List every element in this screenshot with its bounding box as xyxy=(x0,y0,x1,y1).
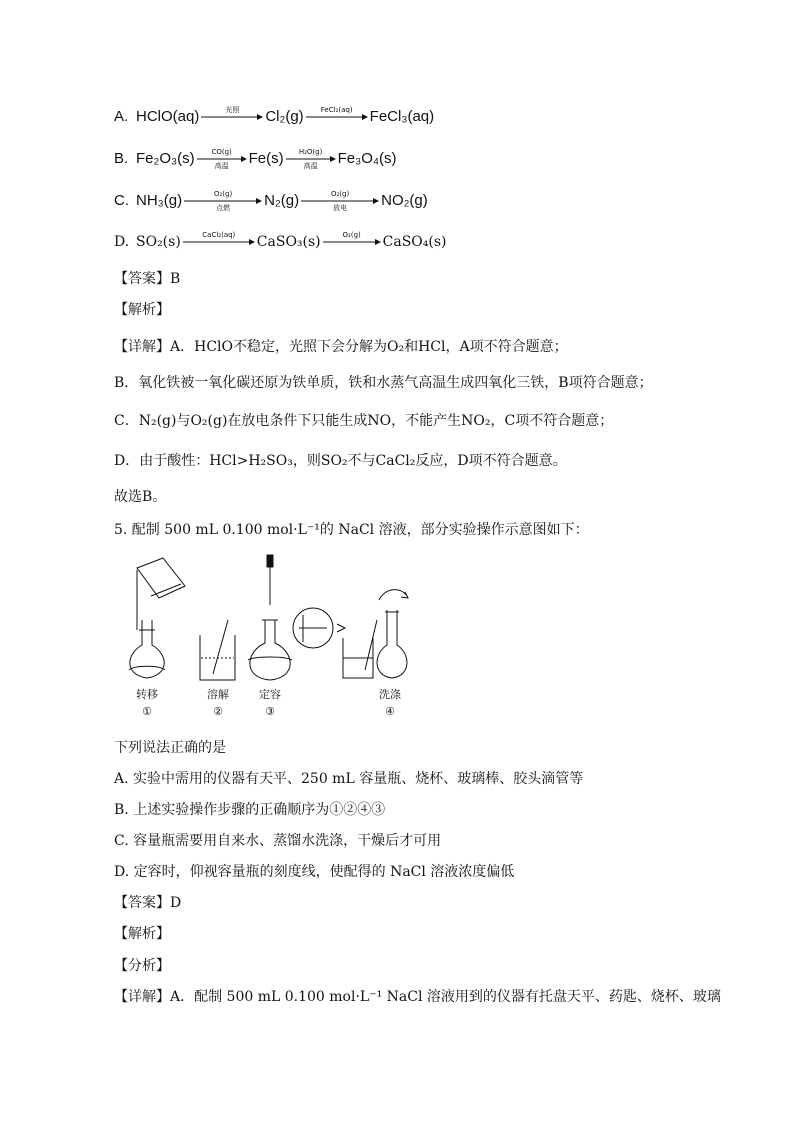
species: NH₃(g) xyxy=(136,192,183,209)
detail-line: 【详解】A．HClO不稳定，光照下会分解为O₂和HCl，A项不符合题意； xyxy=(114,339,568,355)
arrow-condition-bottom: 高温 xyxy=(303,162,318,170)
option-label: C. xyxy=(114,192,129,209)
species: Fe₂O₃(s) xyxy=(136,150,195,167)
analysis-heading-q4: 【解析】 xyxy=(114,302,170,318)
arrow-condition-top: FeCl₂(aq) xyxy=(320,106,353,114)
caption-number: ② xyxy=(213,705,223,718)
reaction-arrow xyxy=(323,231,381,253)
option-a-q4 xyxy=(114,106,434,128)
option-label: B. xyxy=(114,150,129,167)
option-d-q4 xyxy=(114,231,447,253)
wash-beaker-icon xyxy=(343,620,377,678)
caption-dissolve: 溶解 xyxy=(207,688,229,701)
magnifier-icon xyxy=(293,608,345,648)
question-5-prompt: 下列说法正确的是 xyxy=(114,740,226,756)
caption-transfer: 转移 xyxy=(136,688,158,701)
answer-q5: 【答案】D xyxy=(114,895,182,911)
species: FeCl₃(aq) xyxy=(369,108,435,125)
detail-line: D．由于酸性：HCl>H₂SO₃，则SO₂不与CaCl₂反应，D项不符合题意。 xyxy=(114,453,567,469)
q5-option-c: C. 容量瓶需要用自来水、蒸馏水洗涤，干燥后才可用 xyxy=(114,833,442,849)
arrow-condition-top: O₂(g) xyxy=(342,231,361,239)
species: CaSO₃(s) xyxy=(256,234,321,250)
detail-q5: 【详解】A．配制 500 mL 0.100 mol·L⁻¹ NaCl 溶液用到的仪器有托盘天平、药匙、烧杯、玻璃 xyxy=(114,989,721,1005)
fenxi-heading-q5: 【分析】 xyxy=(114,958,170,974)
species: SO₂(s) xyxy=(136,234,181,250)
beaker-icon xyxy=(200,620,235,680)
arrow-condition-top: CO(g) xyxy=(211,148,232,156)
species: Cl₂(g) xyxy=(265,108,304,125)
arrow-condition-bottom: 高温 xyxy=(214,162,229,170)
arrow-condition-top: O₂(g) xyxy=(213,190,233,198)
q5-option-b: B. 上述实验操作步骤的正确顺序为①②④③ xyxy=(114,802,386,818)
caption-wash: 洗涤 xyxy=(379,688,401,701)
question-5-stem: 5. 配制 500 mL 0.100 mol·L⁻¹的 NaCl 溶液，部分实验操作示意图如下： xyxy=(114,522,589,538)
arrow-condition-top: O₂(g) xyxy=(330,190,350,198)
arrow-condition-bottom: 放电 xyxy=(333,204,348,212)
caption-number: ① xyxy=(142,705,152,718)
arrow-condition-top: H₂O(g) xyxy=(298,148,323,156)
species: Fe₃O₄(s) xyxy=(337,150,397,167)
volumetric-flask-icon xyxy=(129,570,165,678)
reaction-arrow xyxy=(286,148,336,170)
arrow-condition-bottom: 点燃 xyxy=(216,204,231,212)
answer-q4: 【答案】B xyxy=(114,271,181,287)
reaction-arrow xyxy=(301,190,379,212)
q5-option-a: A. 实验中需用的仪器有天平、250 mL 容量瓶、烧杯、玻璃棒、胶头滴管等 xyxy=(114,771,584,787)
lab-procedure-figure xyxy=(115,550,425,720)
option-c-q4 xyxy=(114,190,428,212)
reaction-arrow xyxy=(306,106,368,128)
caption-number: ③ xyxy=(265,705,275,718)
species: Fe(s) xyxy=(248,150,284,167)
reaction-arrow xyxy=(184,190,262,212)
species: HClO(aq) xyxy=(136,108,200,125)
species: NO₂(g) xyxy=(381,192,428,209)
option-label: D. xyxy=(114,234,130,250)
caption-constant-volume: 定容 xyxy=(259,688,281,701)
dropper-flask-icon xyxy=(248,555,292,680)
arrow-condition-top: 光照 xyxy=(225,106,240,114)
reaction-arrow xyxy=(183,231,255,253)
wash-flask-icon xyxy=(377,590,408,678)
beaker-pouring-icon xyxy=(137,558,185,598)
option-b-q4 xyxy=(114,148,397,170)
reaction-arrow xyxy=(201,106,263,128)
q5-option-d: D. 定容时，仰视容量瓶的刻度线，使配得的 NaCl 溶液浓度偏低 xyxy=(114,864,515,880)
arrow-condition-top: CaCl₂(aq) xyxy=(202,231,236,239)
species: N₂(g) xyxy=(264,192,300,209)
detail-line: B．氧化铁被一氧化碳还原为铁单质，铁和水蒸气高温生成四氧化三铁，B项符合题意； xyxy=(114,375,653,391)
caption-number: ④ xyxy=(385,705,395,718)
reaction-arrow xyxy=(197,148,247,170)
conclusion-q4: 故选B。 xyxy=(114,489,167,505)
detail-line: C．N₂(g)与O₂(g)在放电条件下只能生成NO，不能产生NO₂，C项不符合题意； xyxy=(114,413,614,429)
species: CaSO₄(s) xyxy=(382,234,447,250)
analysis-heading-q5: 【解析】 xyxy=(114,926,170,942)
option-label: A. xyxy=(114,108,129,125)
